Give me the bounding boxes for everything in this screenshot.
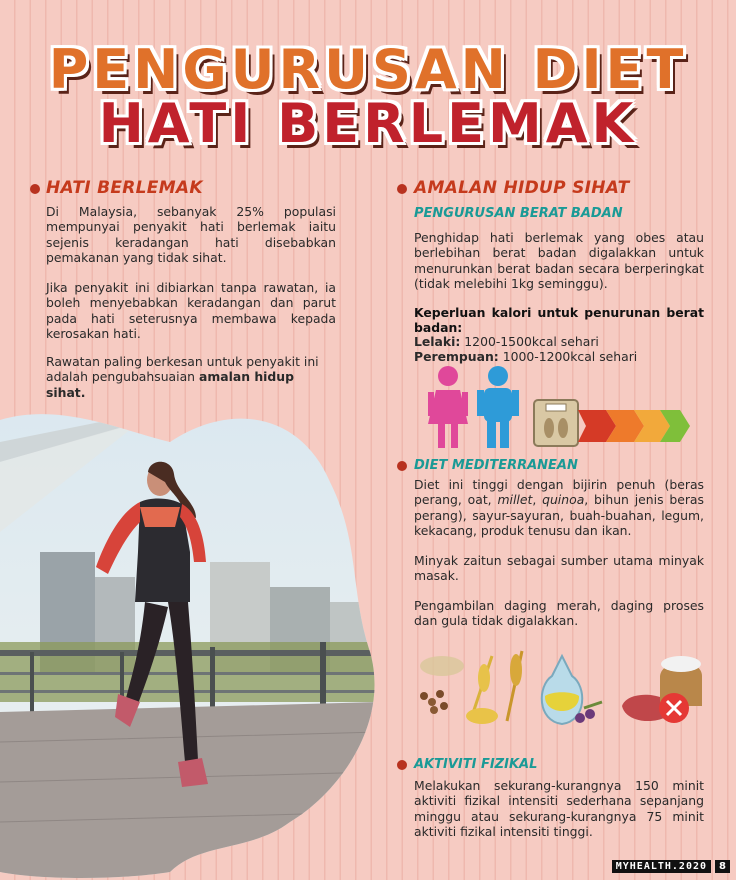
paragraph-weight: Penghidap hati berlemak yang obes atau berlebihan berat badan digalakkan untuk menurunkan berat badan secara berperingkat (tidak melebihi 1kg seminggu). [414,230,704,292]
heading-hati-berlemak: HATI BERLEMAK [46,178,203,198]
calorie-male: Lelaki: 1200-1500kcal sehari [414,334,599,349]
paragraph-prevalence: Di Malaysia, sebanyak 25% populasi mempunyai penyakit hati berlemak iaitu sejenis keradangan hati disebabkan pemakanan yang tidak sihat. [46,204,336,266]
footer-brand: MYHEALTH.2020 [612,860,711,873]
weight-loss-illustration [426,362,696,454]
bullet-dot [397,461,407,471]
page-number: 8 [715,860,730,873]
grains-icon [420,651,522,724]
runner-photo [0,402,380,880]
paragraph-mediterranean: Diet ini tinggi dengan bijirin penuh (beras perang, oat, millet, quinoa, bihun jenis beras perang), sayur-sayuran, buah-buahan, legum, kekacang, produk tenusu dan ikan. [414,477,704,539]
paragraph-olive-oil: Minyak zaitun sebagai sumber utama minyak masak. [414,553,704,584]
bullet-dot [30,184,40,194]
weighing-scale-icon [534,400,578,446]
paragraph-complications: Jika penyakit ini dibiarkan tanpa rawatan, ia boleh menyebabkan keradangan dan parut pada hati seterusnya membawa kepada kerosakan hati. [46,280,336,342]
heading-amalan-hidup-sihat: AMALAN HIDUP SIHAT [414,178,630,198]
calorie-female: Perempuan: 1000-1200kcal sehari [414,349,638,364]
paragraph-treatment: Rawatan paling berkesan untuk penyakit ini adalah pengubahsuaian amalan hidup sihat. [46,354,319,400]
subheading-pengurusan-berat-badan: PENGURUSAN BERAT BADAN [414,206,623,221]
red-meat-crossed-icon [622,656,702,723]
olive-oil-icon [542,656,602,724]
male-figure-icon [477,366,519,448]
bullet-dot [397,184,407,194]
progress-arrows-icon [578,410,690,442]
title-line-2: HATI BERLEMAK [98,92,638,155]
paragraph-activity: Melakukan sekurang-kurangnya 150 minit aktiviti fizikal intensiti sederhana sepanjang minggu atau sekurang-kurangnya 75 minit aktiviti fizikal intensiti tinggi. [414,778,704,840]
female-figure-icon [428,366,468,448]
calorie-heading: Keperluan kalori untuk penurunan berat badan: [414,305,704,336]
subheading-diet-mediterranean: DIET MEDITERRANEAN [414,458,578,473]
food-illustration [412,636,712,736]
footer [612,860,730,873]
bullet-dot [397,760,407,770]
subheading-aktiviti-fizikal: AKTIVITI FIZIKAL [414,757,538,772]
paragraph-red-meat: Pengambilan daging merah, daging proses dan gula tidak digalakkan. [414,598,704,629]
title-line-1: PENGURUSAN DIET [48,38,688,101]
